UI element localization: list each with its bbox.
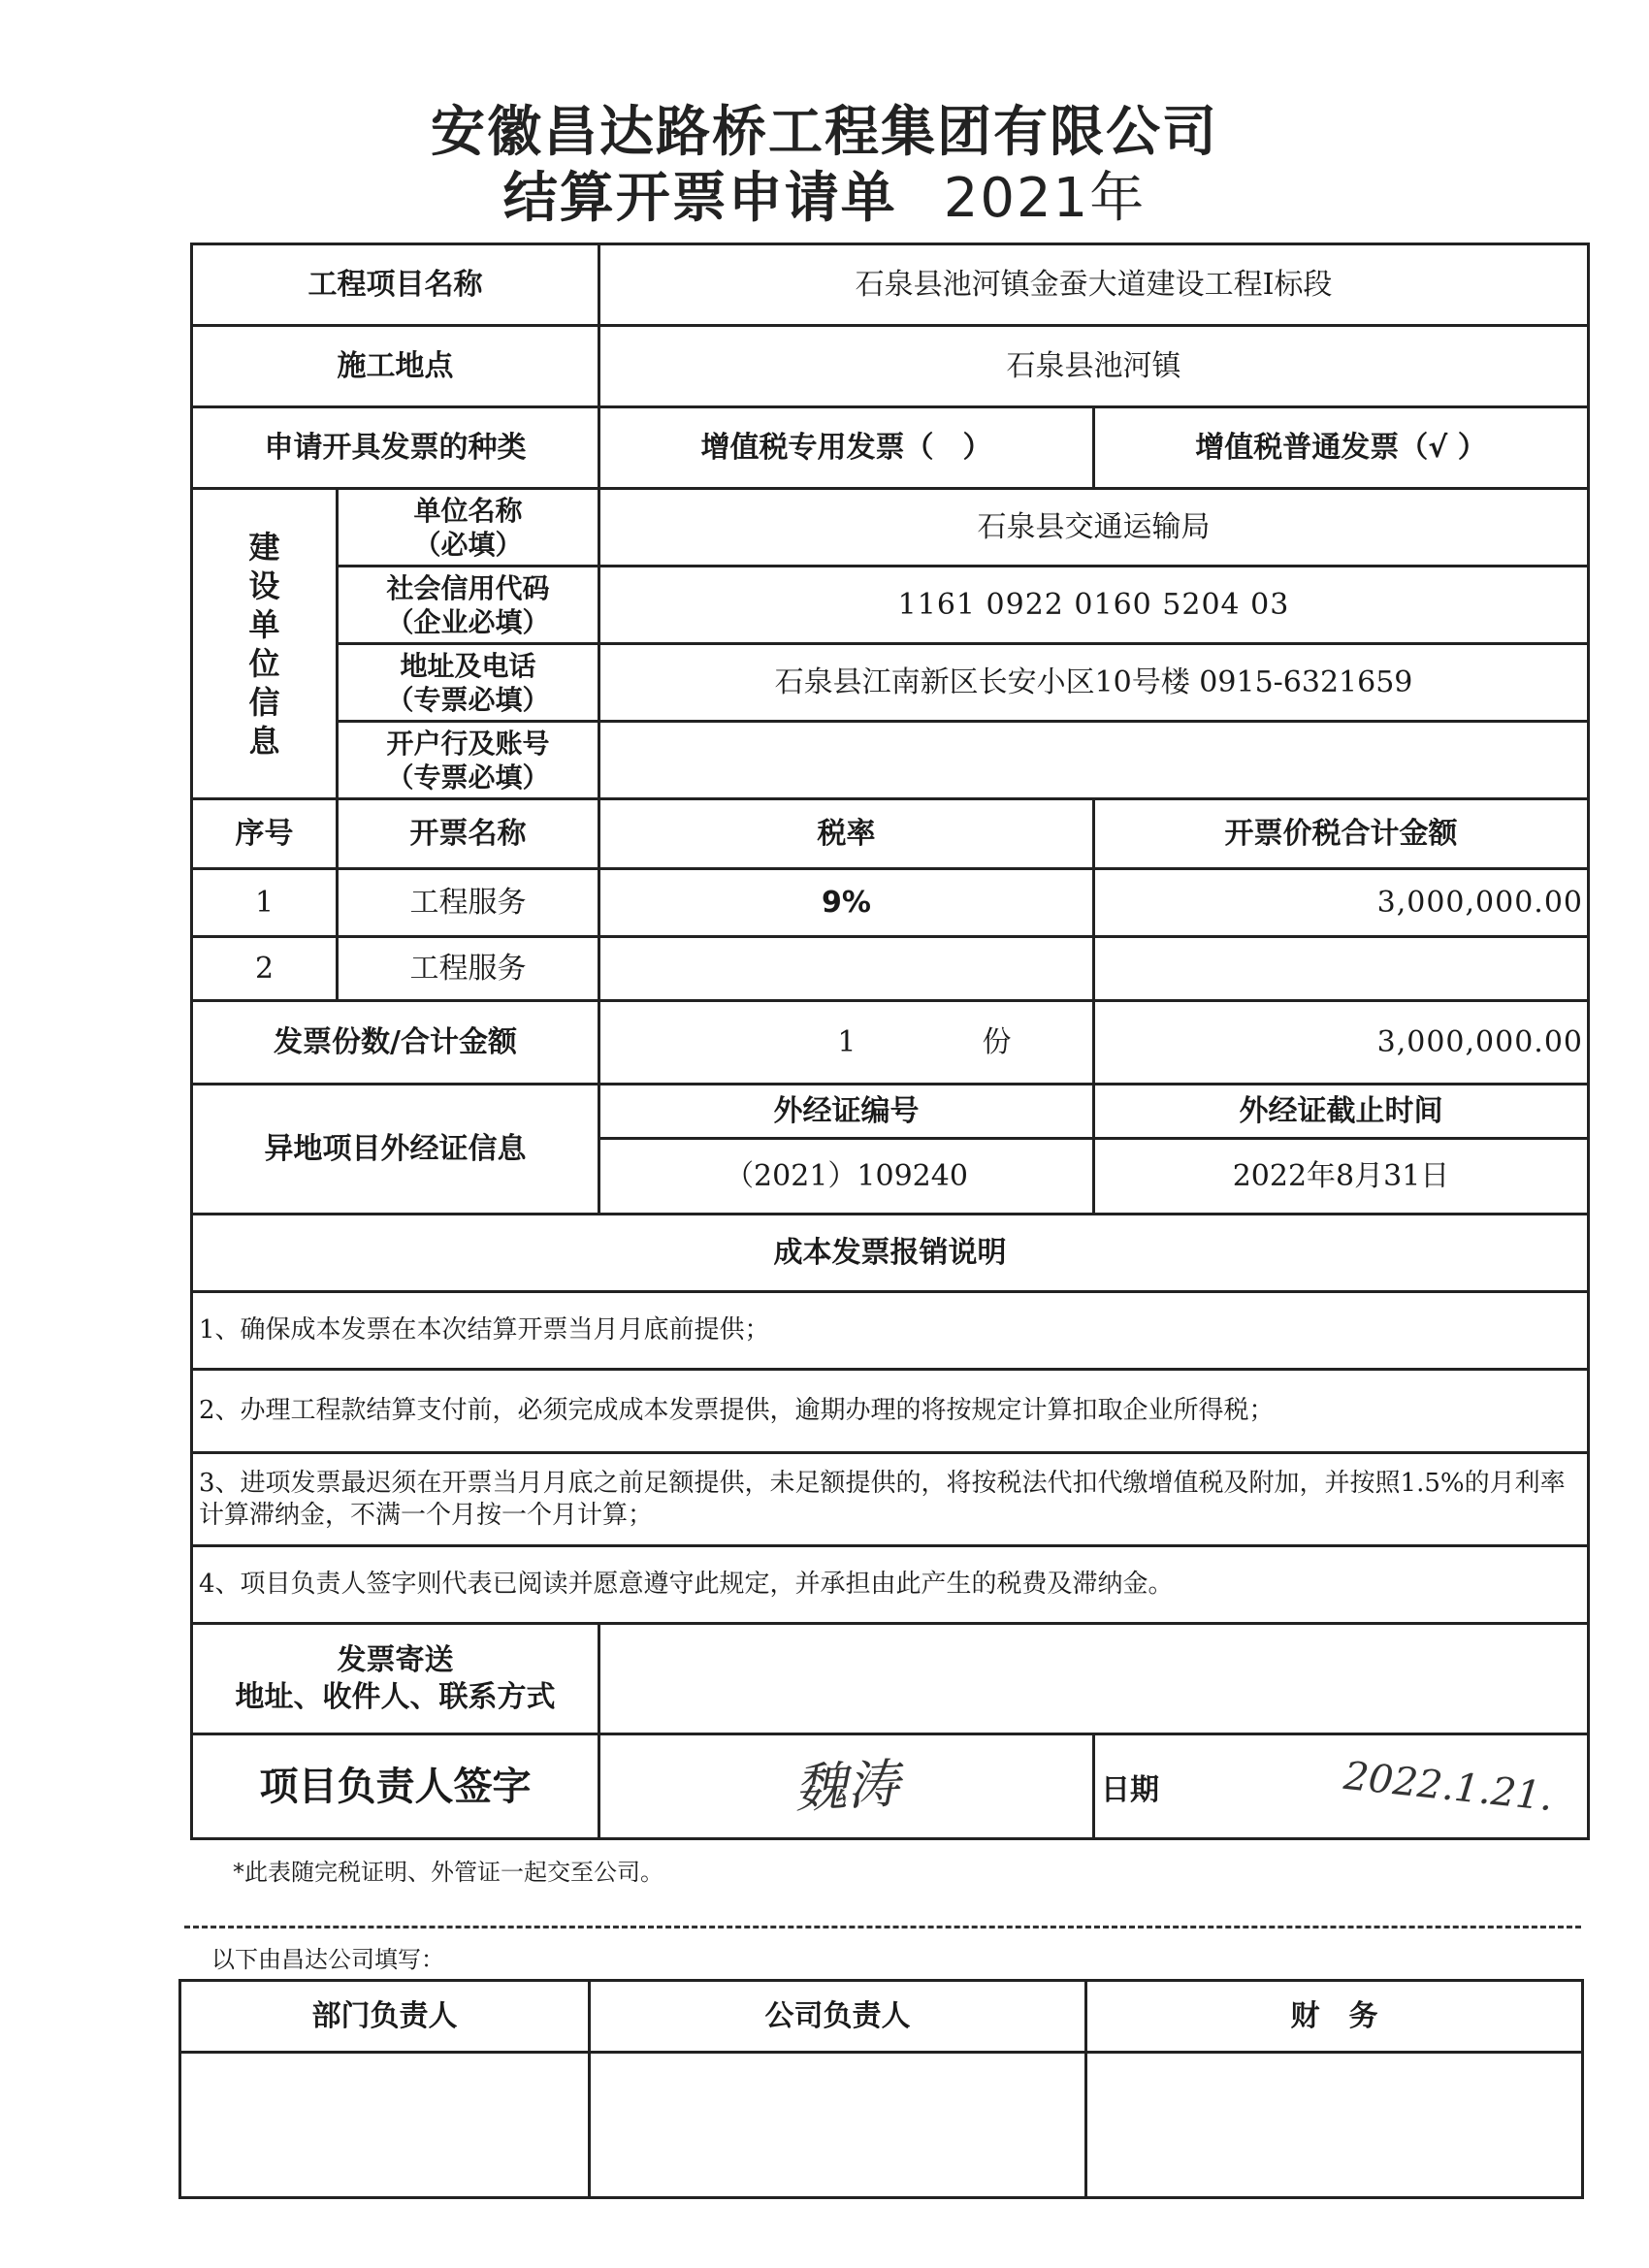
item-name: 工程服务 xyxy=(338,937,599,1001)
credit-code-label xyxy=(338,567,599,644)
dept-head-sign-cell[interactable] xyxy=(180,2053,590,2198)
totals-unit: 份 xyxy=(982,1024,1012,1059)
totals-count: 1 xyxy=(837,1024,857,1059)
item-amount: 3,000,000.00 xyxy=(1094,869,1589,937)
seq-header: 序号 xyxy=(192,799,338,869)
totals-label: 发票份数/合计金额 xyxy=(192,1001,599,1085)
builder-char-4: 位 xyxy=(248,644,280,682)
unit-name-label-1: 单位名称 xyxy=(413,494,523,527)
unit-name-label xyxy=(338,489,599,567)
company-approval-table xyxy=(178,1979,1584,2199)
mailing-label xyxy=(192,1624,599,1734)
date-label: 日期 xyxy=(1101,1772,1159,1807)
bank-account-label xyxy=(338,722,599,799)
item-amount xyxy=(1094,937,1589,1001)
bank-account-label-2: （专票必填） xyxy=(386,761,550,794)
bank-account-label-1: 开户行及账号 xyxy=(386,727,550,760)
project-name-label: 工程项目名称 xyxy=(192,244,599,326)
location-label: 施工地点 xyxy=(192,326,599,407)
table-row xyxy=(192,937,1589,1001)
cert-deadline-value: 2022年8月31日 xyxy=(1094,1139,1589,1215)
project-name-value: 石泉县池河镇金蚕大道建设工程I标段 xyxy=(599,244,1589,326)
cert-number-value: （2021）109240 xyxy=(599,1139,1094,1215)
external-cert-label: 异地项目外经证信息 xyxy=(192,1085,599,1215)
company-head-header: 公司负责人 xyxy=(590,1981,1086,2053)
location-value: 石泉县池河镇 xyxy=(599,326,1589,407)
address-phone-label xyxy=(338,644,599,722)
cost-notes-title: 成本发票报销说明 xyxy=(192,1215,1589,1292)
dept-head-header: 部门负责人 xyxy=(180,1981,590,2053)
application-form xyxy=(190,243,1590,1840)
cost-note-4: 4、项目负责人签字则代表已阅读并愿意遵守此规定，并承担由此产生的税费及滞纳金。 xyxy=(192,1546,1589,1624)
unit-name-value: 石泉县交通运输局 xyxy=(599,489,1589,567)
address-phone-value: 石泉县江南新区长安小区10号楼 0915-6321659 xyxy=(599,644,1589,722)
finance-sign-cell[interactable] xyxy=(1086,2053,1583,2198)
cost-note-2: 2、办理工程款结算支付前，必须完成成本发票提供，逾期办理的将按规定计算扣取企业所得税； xyxy=(192,1370,1589,1453)
builder-char-5: 信 xyxy=(248,683,280,721)
builder-char-3: 单 xyxy=(248,605,280,643)
item-seq: 1 xyxy=(192,869,338,937)
item-name-header: 开票名称 xyxy=(338,799,599,869)
address-phone-label-1: 地址及电话 xyxy=(400,649,536,682)
invoice-type-general: 增值税普通发票（√ ） xyxy=(1094,407,1589,489)
totals-amount: 3,000,000.00 xyxy=(1094,1001,1589,1085)
unit-name-label-2: （必填） xyxy=(413,528,523,561)
mailing-label-1: 发票寄送 xyxy=(337,1643,454,1677)
credit-code-label-2: （企业必填） xyxy=(386,605,550,638)
rate-header: 税率 xyxy=(599,799,1094,869)
builder-char-6: 息 xyxy=(248,722,280,760)
cost-note-1: 1、确保成本发票在本次结算开票当月月底前提供； xyxy=(192,1292,1589,1370)
address-phone-label-2: （专票必填） xyxy=(386,683,550,716)
builder-char-2: 设 xyxy=(248,567,280,604)
item-rate xyxy=(599,937,1094,1001)
footnote: *此表随完税证明、外管证一起交至公司。 xyxy=(233,1859,663,1886)
form-title-text: 结算开票申请单 xyxy=(502,167,897,230)
builder-info-label xyxy=(192,489,338,799)
cert-number-header: 外经证编号 xyxy=(599,1085,1094,1139)
form-year: 2021年 xyxy=(943,167,1147,230)
form-title xyxy=(0,155,1649,233)
company-title: 安徽昌达路桥工程集团有限公司 xyxy=(431,101,1218,164)
item-seq: 2 xyxy=(192,937,338,1001)
invoice-type-label: 申请开具发票的种类 xyxy=(192,407,599,489)
bank-account-value xyxy=(599,722,1589,799)
finance-header: 财 务 xyxy=(1086,1981,1583,2053)
handwritten-date: 2022.1.21. xyxy=(1341,1753,1555,1820)
credit-code-value: 1161 0922 0160 5204 03 xyxy=(599,567,1589,644)
mailing-label-2: 地址、收件人、联系方式 xyxy=(235,1679,556,1714)
cert-deadline-header: 外经证截止时间 xyxy=(1094,1085,1589,1139)
invoice-type-special: 增值税专用发票（ ） xyxy=(599,407,1094,489)
handwritten-signature: 魏涛 xyxy=(792,1752,901,1820)
cost-note-3: 3、进项发票最迟须在开票当月月底之前足额提供，未足额提供的，将按税法代扣代缴增值税及附加，并按照1.5%的月利率计算滞纳金，不满一个月按一个月计算； xyxy=(192,1453,1589,1546)
item-name: 工程服务 xyxy=(338,869,599,937)
item-rate: 9% xyxy=(599,869,1094,937)
signature-label: 项目负责人签字 xyxy=(192,1734,599,1839)
table-row xyxy=(192,869,1589,937)
credit-code-label-1: 社会信用代码 xyxy=(386,571,550,604)
cut-line xyxy=(184,1926,1581,1928)
amount-header: 开票价税合计金额 xyxy=(1094,799,1589,869)
company-fill-intro: 以下由昌达公司填写： xyxy=(211,1946,444,1973)
builder-char-1: 建 xyxy=(248,528,280,566)
company-head-sign-cell[interactable] xyxy=(590,2053,1086,2198)
mailing-value[interactable] xyxy=(599,1624,1589,1734)
signature-cell[interactable] xyxy=(599,1734,1094,1839)
totals-count-cell xyxy=(599,1001,1094,1085)
date-cell[interactable] xyxy=(1094,1734,1589,1839)
